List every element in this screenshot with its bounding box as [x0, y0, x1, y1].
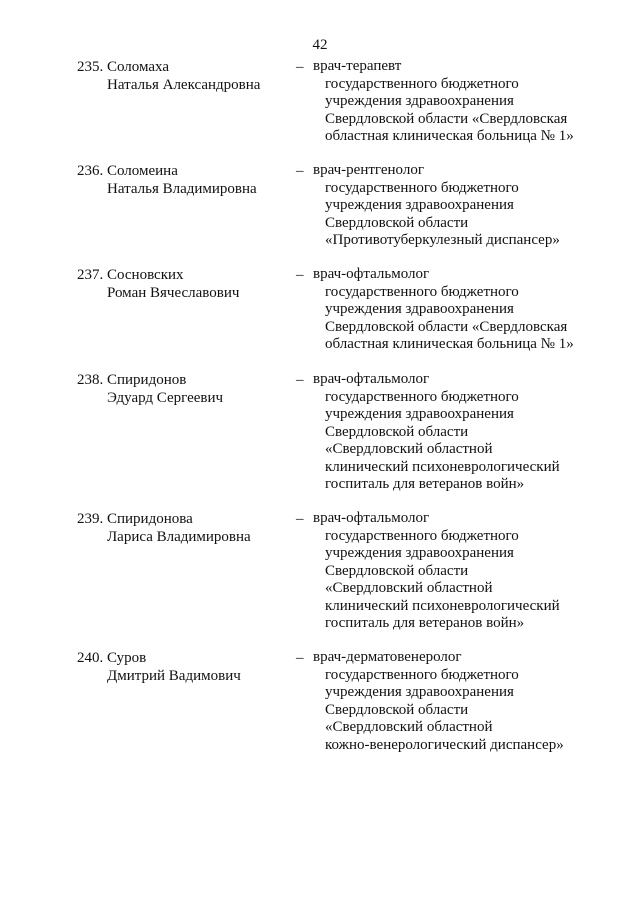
position-line: государственного бюджетного [325, 283, 519, 300]
position-line: Свердловской области [325, 214, 469, 231]
dash-separator: – [296, 650, 304, 666]
entry-number: 235. [77, 59, 104, 75]
position-description [313, 371, 560, 494]
position-line: учреждения здравоохранения [325, 197, 514, 213]
position-line: клинический психоневрологический [325, 597, 560, 614]
position-description [313, 162, 560, 250]
surname: Спиридонов [107, 372, 187, 388]
position-line: госпиталь для ветеранов войн» [325, 476, 525, 492]
position-line: Свердловской области «Свердловская [325, 110, 568, 127]
given-names: Наталья Александровна [107, 77, 261, 93]
position-line: врач-офтальмолог [313, 510, 430, 526]
position-line: «Свердловский областной [325, 719, 493, 735]
position-line: госпиталь для ветеранов войн» [325, 615, 525, 631]
surname: Соломеина [107, 163, 178, 179]
given-names: Наталья Владимировна [107, 181, 257, 197]
position-line: государственного бюджетного [325, 388, 519, 405]
position-line: учреждения здравоохранения [325, 93, 514, 109]
entry-number: 240. [77, 650, 104, 666]
position-line: кожно-венерологический диспансер» [325, 736, 564, 753]
surname: Соломаха [107, 59, 170, 75]
position-line: государственного бюджетного [325, 75, 519, 92]
position-line: учреждения здравоохранения [325, 406, 514, 422]
position-line: Свердловской области [325, 701, 469, 718]
position-line: учреждения здравоохранения [325, 545, 514, 561]
position-description [313, 266, 574, 354]
position-line: «Противотуберкулезный диспансер» [325, 232, 560, 248]
given-names: Эдуард Сергеевич [107, 390, 224, 406]
position-line: государственного бюджетного [325, 179, 519, 196]
person-name [107, 266, 239, 302]
entry-number: 237. [77, 267, 104, 283]
surname: Спиридонова [107, 511, 193, 527]
position-line: государственного бюджетного [325, 666, 519, 683]
given-names: Роман Вячеславович [107, 285, 240, 301]
entry-number: 239. [77, 511, 104, 527]
page-number: 42 [312, 37, 328, 53]
person-name [107, 58, 260, 94]
position-line: учреждения здравоохранения [325, 684, 514, 700]
position-line: государственного бюджетного [325, 527, 519, 544]
position-line: областная клиническая больница № 1» [325, 128, 574, 144]
dash-separator: – [296, 511, 304, 527]
position-line: клинический психоневрологический [325, 458, 560, 475]
person-name [107, 371, 223, 407]
entry-number: 236. [77, 163, 104, 179]
position-line: «Свердловский областной [325, 441, 493, 457]
position-description [313, 58, 574, 146]
given-names: Дмитрий Вадимович [107, 668, 241, 684]
position-line: «Свердловский областной [325, 580, 493, 596]
position-line: Свердловской области [325, 423, 469, 440]
dash-separator: – [296, 163, 304, 179]
person-name [107, 649, 241, 685]
person-name [107, 510, 251, 546]
dash-separator: – [296, 267, 304, 283]
position-line: Свердловской области «Свердловская [325, 318, 568, 335]
position-line: врач-терапевт [313, 58, 402, 74]
entry-number: 238. [77, 372, 104, 388]
dash-separator: – [296, 372, 304, 388]
position-line: областная клиническая больница № 1» [325, 336, 574, 352]
position-description [313, 510, 560, 633]
person-name [107, 162, 257, 198]
position-line: врач-офтальмолог [313, 371, 430, 387]
surname: Суров [107, 650, 147, 666]
position-line: учреждения здравоохранения [325, 301, 514, 317]
position-line: врач-офтальмолог [313, 266, 430, 282]
surname: Сосновских [107, 267, 184, 283]
position-line: врач-рентгенолог [313, 162, 424, 178]
position-description [313, 649, 564, 754]
dash-separator: – [296, 59, 304, 75]
position-line: Свердловской области [325, 562, 469, 579]
position-line: врач-дерматовенеролог [313, 649, 462, 665]
given-names: Лариса Владимировна [107, 529, 251, 545]
